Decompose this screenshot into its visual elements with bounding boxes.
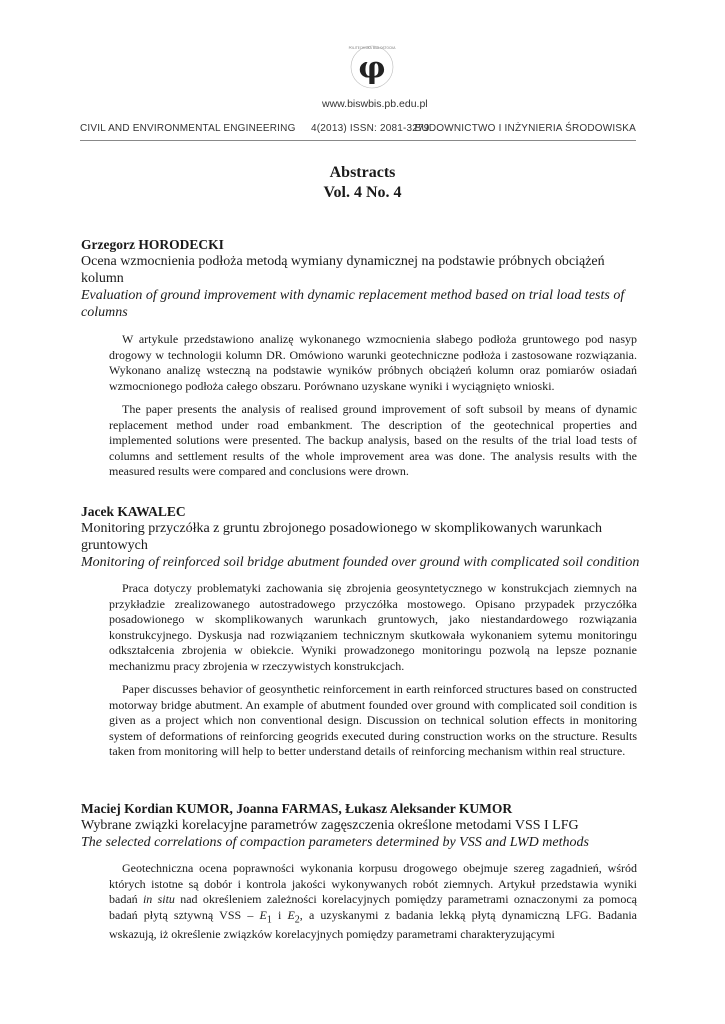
article-title-pl: Ocena wzmocnienia podłoża metodą wymiany dynamicznej na podstawie próbnych obciążeń kolumn [81, 254, 605, 286]
article-author: Jacek KAWALEC [81, 504, 186, 519]
article-entry [81, 800, 641, 943]
abstract-pl: Geotechniczna ocena poprawności wykonania korpusu drogowego obejmuje szereg zagadnień, wśród których istotne są dobór i kontrola jakości wykonywanych robót ziemnych. Artykuł przedstawia wyniki badań in situ nad określeniem zależności korelacyjnych pomiędzy parametrami oznaczonymi za pomocą badań płytą sztywną VSS – $E_1$ i $E_2$, a uzyskanymi z badania lekką płytą dynamiczną LFG. Badania wskazują, iż określenie związków korelacyjnych pomiędzy parametrami charakteryzującymi [109, 861, 638, 942]
svg-text:φ: φ [358, 51, 386, 86]
journal-url: www.biswbis.pb.edu.pl [322, 98, 428, 110]
journal-name-en: CIVIL AND ENVIRONMENTAL ENGINEERING [80, 123, 296, 134]
abstract-en: The paper presents the analysis of realised ground improvement of soft subsoil by means of dynamic replacement method under road embankment. The description of the geotechnical properties and implemented solutions were presented. The backup analysis, based on the results of the trial load tests of columns and settlement results of the whole improvement area was done. The analysis results with the measured results were compared and conclusions were drown. [109, 402, 637, 478]
article-title-en: Evaluation of ground improvement with dynamic replacement method based on trial load tests of columns [81, 288, 625, 320]
phi-publisher-logo-icon [333, 40, 411, 100]
article-title-en: The selected correlations of compaction parameters determined by VSS and LWD methods [81, 835, 589, 850]
article-author: Maciej Kordian KUMOR, Joanna FARMAS, Łukasz Aleksander KUMOR [81, 801, 513, 816]
abstract-en: Paper discusses behavior of geosynthetic reinforcement in earth reinforced structures based on constructed motorway bridge abutment. An example of abutment founded over ground with complicated soil condition is given as a project which non conventional design. Discussion on technical solution effects in monitoring system of deformations of reinforcing geogrids executed during construction works on the structure. Results taken from monitoring will help to better understand details of reinforcing mechanism within real structure. [109, 682, 637, 758]
abstract-pl: W artykule przedstawiono analizę wykonanego wzmocnienia słabego podłoża gruntowego pod nasyp drogowy w technologii kolumn DR. Omówiono warunki geotechniczne podłoża i zastosowane rozwiązania. Wykonano analizę wsteczną na podstawie wyników próbnych obciążeń kolumn oraz pomiarów osiadań wzmocnionego podłoża całego obszaru. Porównano uzyskane wyniki i wyciągnięto wnioski. [109, 332, 637, 393]
abstract-pl: Praca dotyczy problematyki zachowania się zbrojenia geosyntetycznego w konstrukcjach ziemnych na przykładzie zrealizowanego autostradowego przyczółka mostowego. Opisano przypadek przyczółka posadowionego w skomplikowanych warunkach gruntowych, jako niestandardowego rozwiązania konstrukcyjnego. Dyskusja nad rozwiązaniem technicznym skutkowała wykonaniem sytemu monitoringu odkształcenia zbrojenia w obiekcie. Wyniki prowadzonego monitoringu pozwolą na lepsze poznanie mechanizmu pracy zbrojenia w rzeczywistych konstrukcjach. [109, 581, 637, 673]
header-divider [80, 140, 636, 141]
article-author: Grzegorz HORODECKI [81, 237, 224, 252]
article-title-en: Monitoring of reinforced soil bridge abutment founded over ground with complicated soil condition [81, 555, 640, 570]
article-entry [81, 236, 641, 480]
logo-ring-text: POLITECHNIKA BIAŁOSTOCKA [348, 46, 396, 50]
article-title-pl: Monitoring przyczółka z gruntu zbrojonego posadowionego w skomplikowanych warunkach gruntowych [81, 521, 602, 553]
page-title: Abstracts [329, 164, 396, 181]
article-entry [81, 503, 641, 760]
journal-name-pl: BUDOWNICTWO I INŻYNIERIA ŚRODOWISKA [414, 123, 636, 134]
issue-issn: 4(2013) ISSN: 2081-3279 [311, 123, 430, 134]
volume-number: Vol. 4 No. 4 [323, 184, 402, 201]
article-title-pl: Wybrane związki korelacyjne parametrów zagęszczenia określone metodami VSS I LFG [81, 818, 579, 833]
